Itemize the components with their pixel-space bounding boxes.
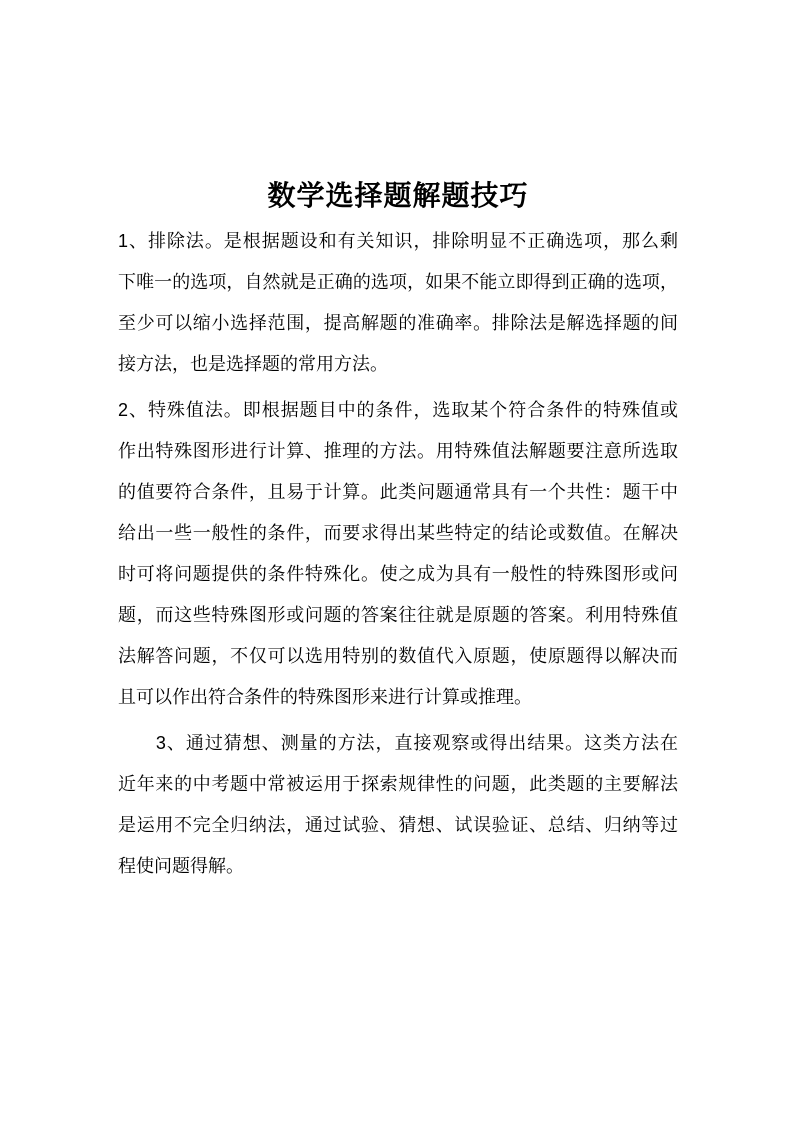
paragraph	[118, 723, 678, 887]
paragraph	[118, 390, 678, 718]
text-line: 法解答问题，不仅可以选用特别的数值代入原题，使原题得以解决而	[118, 646, 678, 666]
text-line: 作出特殊图形进行计算、推理的方法。用特殊值法解题要注意所选取	[118, 441, 678, 461]
text-line: 2、特殊值法。即根据题目中的条件，选取某个符合条件的特殊值或	[118, 400, 678, 420]
text-line: 程使问题得解。	[118, 856, 244, 876]
paragraph	[118, 221, 678, 385]
text-line: 下唯一的选项，自然就是正确的选项，如果不能立即得到正确的选项，	[118, 272, 678, 292]
text-line: 给出一些一般性的条件，而要求得出某些特定的结论或数值。在解决	[118, 523, 678, 543]
text-line: 的值要符合条件，且易于计算。此类问题通常具有一个共性：题干中	[118, 482, 678, 502]
text-line: 题，而这些特殊图形或问题的答案往往就是原题的答案。利用特殊值	[118, 605, 678, 625]
text-line: 1、排除法。是根据题设和有关知识，排除明显不正确选项，那么剩	[118, 231, 678, 251]
text-line: 且可以作出符合条件的特殊图形来进行计算或推理。	[118, 687, 532, 707]
document-title: 数学选择题解题技巧	[267, 180, 529, 211]
text-line: 近年来的中考题中常被运用于探索规律性的问题，此类题的主要解法	[118, 774, 678, 794]
text-line: 至少可以缩小选择范围，提高解题的准确率。排除法是解选择题的间	[118, 313, 678, 333]
text-line: 3、通过猜想、测量的方法，直接观察或得出结果。这类方法在	[118, 733, 678, 753]
text-line: 接方法，也是选择题的常用方法。	[118, 354, 388, 374]
text-line: 是运用不完全归纳法，通过试验、猜想、试误验证、总结、归纳等过	[118, 815, 678, 835]
text-line: 时可将问题提供的条件特殊化。使之成为具有一般性的特殊图形或问	[118, 564, 678, 584]
document-body	[118, 221, 678, 887]
